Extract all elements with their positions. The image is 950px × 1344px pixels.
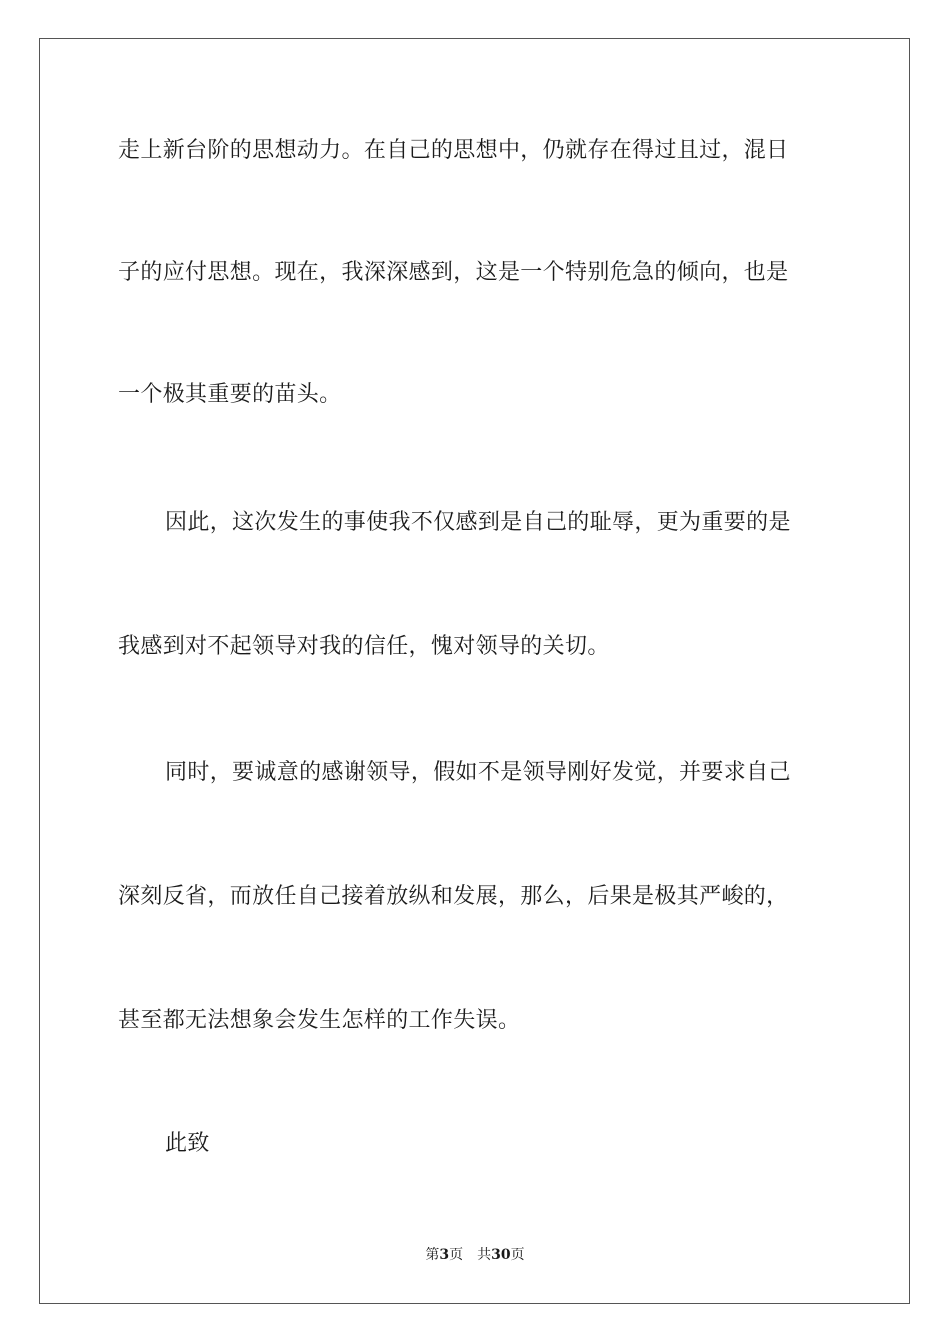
page-number: 3: [439, 1247, 450, 1263]
text-line-2: 子的应付思想。现在，我深深感到，这是一个特别危急的倾向，也是: [118, 260, 789, 285]
text-line-1: 走上新台阶的思想动力。在自己的思想中，仍就存在得过且过，混日: [118, 138, 789, 163]
text-line-4: 因此，这次发生的事使我不仅感到是自己的耻辱，更为重要的是: [165, 510, 791, 535]
text-line-3: 一个极其重要的苗头。: [118, 382, 342, 407]
text-line-8: 甚至都无法想象会发生怎样的工作失误。: [118, 1008, 521, 1033]
total-suffix: 页: [510, 1247, 525, 1263]
closing-salutation: 此致: [165, 1131, 210, 1156]
text-line-5: 我感到对不起领导对我的信任，愧对领导的关切。: [118, 634, 610, 659]
total-pages: 30: [491, 1247, 511, 1263]
page-footer: [0, 1244, 950, 1264]
total-prefix: 共: [477, 1247, 492, 1263]
text-line-7: 深刻反省，而放任自己接着放纵和发展，那么，后果是极其严峻的，: [118, 884, 789, 909]
page-suffix: 页: [449, 1247, 464, 1263]
text-line-6: 同时，要诚意的感谢领导，假如不是领导刚好发觉，并要求自己: [165, 760, 791, 785]
page-border: [39, 38, 910, 1304]
page-prefix: 第: [425, 1247, 440, 1263]
